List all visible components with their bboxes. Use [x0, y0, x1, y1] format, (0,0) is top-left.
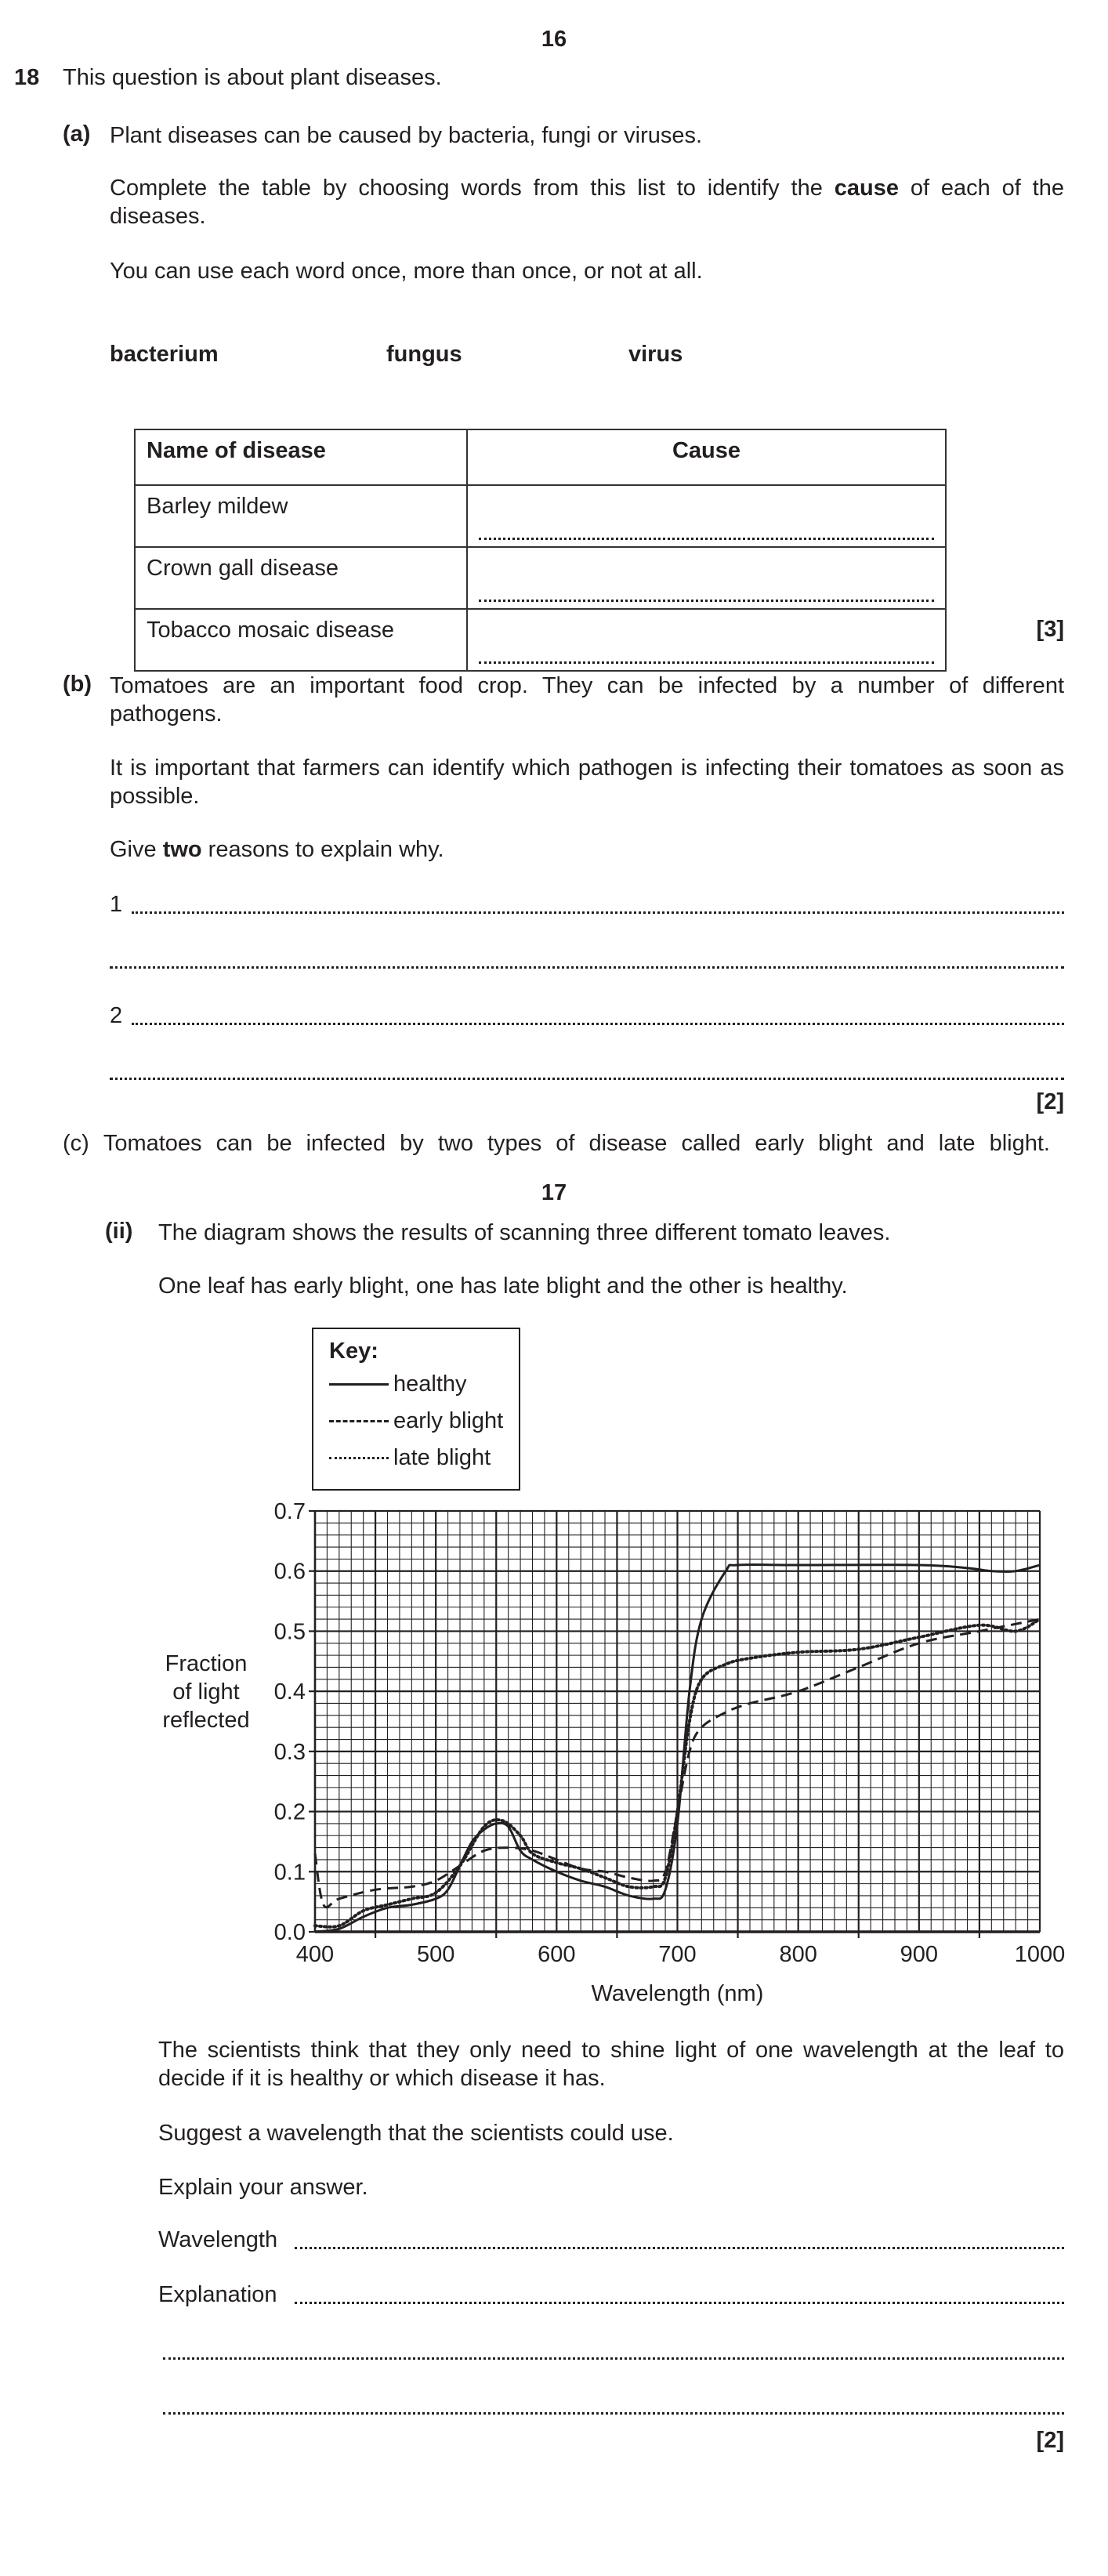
- cause-answer-field[interactable]: [467, 547, 946, 609]
- explanation-answer-line-2[interactable]: [163, 2357, 1064, 2360]
- table-header-row: [135, 429, 946, 485]
- part-a-instruction: [110, 174, 1064, 230]
- answer-line-1b[interactable]: [110, 966, 1064, 969]
- answer-line-2a[interactable]: [132, 1023, 1064, 1025]
- question-intro: This question is about plant diseases.: [63, 65, 442, 90]
- answer-line-1a[interactable]: [132, 911, 1064, 914]
- word-option-fungus: fungus: [386, 342, 462, 367]
- table-row: [135, 609, 946, 671]
- cut-word: can: [215, 1131, 253, 1156]
- cut-word: early: [755, 1131, 805, 1156]
- cause-answer-field[interactable]: [467, 485, 946, 547]
- y-axis-label-line: reflected: [162, 1708, 250, 1734]
- instruction-before: Give: [110, 837, 163, 862]
- explanation-answer-line-3[interactable]: [163, 2412, 1064, 2415]
- cause-answer-field[interactable]: [467, 609, 946, 671]
- x-tick-label: 800: [779, 1942, 817, 1967]
- y-axis-ticks: [274, 1499, 315, 1945]
- answer-dotted-line[interactable]: [479, 538, 934, 540]
- cut-word: late: [938, 1131, 976, 1156]
- part-ii-text4: Suggest a wavelength that the scientists could use.: [158, 2121, 674, 2146]
- cut-word: blight.: [989, 1131, 1050, 1156]
- cut-word: called: [681, 1131, 741, 1156]
- question-number: 18: [14, 65, 40, 90]
- table-row: [135, 485, 946, 547]
- dashed-line-icon: [329, 1420, 389, 1422]
- instruction-text-bold: cause: [834, 176, 899, 201]
- wavelength-answer-line[interactable]: [295, 2247, 1064, 2249]
- legend-label: early blight: [393, 1408, 504, 1433]
- cut-word: of: [556, 1131, 575, 1156]
- instruction-text-before: Complete the table by choosing words from this list to identify the: [110, 176, 835, 201]
- cut-word: be: [266, 1131, 292, 1156]
- cut-word: disease: [588, 1131, 668, 1156]
- disease-name: Crown gall disease: [135, 547, 467, 609]
- cut-off-text-line: [63, 1131, 1081, 1156]
- answer-dotted-line[interactable]: [479, 661, 934, 664]
- chart-legend: [312, 1328, 520, 1491]
- reflectance-chart: [0, 1489, 1108, 2006]
- part-ii-text3: The scientists think that they only need to shine light of one wavelength at the leaf to decide if it is healthy or which disease it has.: [158, 2038, 1064, 2091]
- x-axis-ticks: [296, 1932, 1065, 1967]
- y-tick-label: 0.5: [273, 1619, 306, 1645]
- answer-dotted-line[interactable]: [479, 600, 934, 602]
- word-option-virus: virus: [628, 342, 683, 367]
- cut-word: by: [400, 1131, 424, 1156]
- solid-line-icon: [329, 1383, 389, 1386]
- disease-name: Barley mildew: [135, 485, 467, 547]
- part-a-text1: Plant diseases can be caused by bacteria, fungi or viruses.: [110, 123, 703, 148]
- part-a-marks: [3]: [1036, 617, 1064, 642]
- part-ii-text5: Explain your answer.: [158, 2175, 368, 2200]
- y-axis-label-line: Fraction: [165, 1651, 248, 1677]
- disease-name: Tobacco mosaic disease: [135, 609, 467, 671]
- legend-item-late-blight: [329, 1444, 491, 1472]
- part-b-text2: It is important that farmers can identify which pathogen is infecting their tomatoes as soon as possible.: [110, 755, 1064, 809]
- part-ii-text2: One leaf has early blight, one has late blight and the other is healthy.: [158, 1274, 848, 1299]
- part-b-instruction: [110, 835, 1064, 864]
- explanation-label: Explanation: [158, 2282, 277, 2307]
- cut-word: and: [886, 1131, 925, 1156]
- table-row: [135, 547, 946, 609]
- part-ii-text1: The diagram shows the results of scanning three different tomato leaves.: [158, 1220, 891, 1245]
- y-tick-label: 0.4: [273, 1679, 306, 1705]
- part-b-label: (b): [63, 672, 92, 697]
- cut-word: blight: [818, 1131, 873, 1156]
- word-option-bacterium: bacterium: [110, 342, 219, 367]
- x-tick-label: 400: [295, 1942, 335, 1967]
- legend-item-healthy: [329, 1370, 467, 1398]
- answer-number-1: 1: [110, 892, 123, 917]
- legend-item-early-blight: [329, 1407, 503, 1435]
- legend-title: Key:: [329, 1339, 378, 1364]
- page-number: 16: [541, 27, 567, 52]
- x-tick-label: 1000: [1014, 1942, 1066, 1967]
- dotted-line-icon: [329, 1457, 389, 1459]
- part-ii-label: (ii): [105, 1219, 133, 1244]
- y-tick-label: 0.6: [273, 1559, 306, 1585]
- y-tick-label: 0.2: [273, 1799, 306, 1825]
- cut-word: types: [487, 1131, 542, 1156]
- part-ii-marks: [2]: [1036, 2428, 1064, 2453]
- cut-word: infected: [306, 1131, 386, 1156]
- x-tick-label: 900: [900, 1942, 939, 1967]
- chart-grid: [315, 1511, 1040, 1932]
- part-a-text3: You can use each word once, more than once, or not at all.: [110, 259, 703, 284]
- part-b-text1: Tomatoes are an important food crop. They can be infected by a number of different pathogens.: [110, 673, 1064, 726]
- y-tick-label: 0.1: [273, 1860, 306, 1886]
- y-tick-label: 0.3: [273, 1739, 306, 1765]
- explanation-answer-line-1[interactable]: [295, 2302, 1064, 2304]
- instruction-bold-two: two: [162, 837, 202, 862]
- y-tick-label: 0.0: [273, 1920, 306, 1945]
- answer-line-2b[interactable]: [110, 1078, 1064, 1080]
- x-axis-label: Wavelength (nm): [591, 1981, 764, 2006]
- legend-label: late blight: [393, 1444, 491, 1470]
- y-tick-label: 0.7: [273, 1499, 306, 1524]
- header-name-of-disease: Name of disease: [135, 429, 467, 485]
- part-b-marks: [2]: [1036, 1089, 1064, 1114]
- y-axis-label-line: of light: [172, 1679, 240, 1705]
- x-tick-label: 700: [658, 1942, 697, 1967]
- part-a-label: (a): [63, 121, 91, 147]
- legend-label: healthy: [393, 1371, 467, 1397]
- instruction-text-after: of each of the diseases.: [110, 176, 1064, 229]
- x-tick-label: 500: [416, 1942, 455, 1967]
- cut-word: (c): [63, 1131, 89, 1156]
- x-tick-label: 600: [538, 1942, 576, 1967]
- answer-number-2: 2: [110, 1003, 123, 1028]
- header-cause: Cause: [467, 429, 946, 485]
- disease-table: [134, 429, 947, 672]
- wavelength-label: Wavelength: [158, 2227, 278, 2252]
- instruction-after: reasons to explain why.: [201, 837, 444, 862]
- cut-word: Tomatoes: [103, 1131, 202, 1156]
- page-number-17: 17: [541, 1180, 567, 1205]
- cut-word: two: [437, 1131, 473, 1156]
